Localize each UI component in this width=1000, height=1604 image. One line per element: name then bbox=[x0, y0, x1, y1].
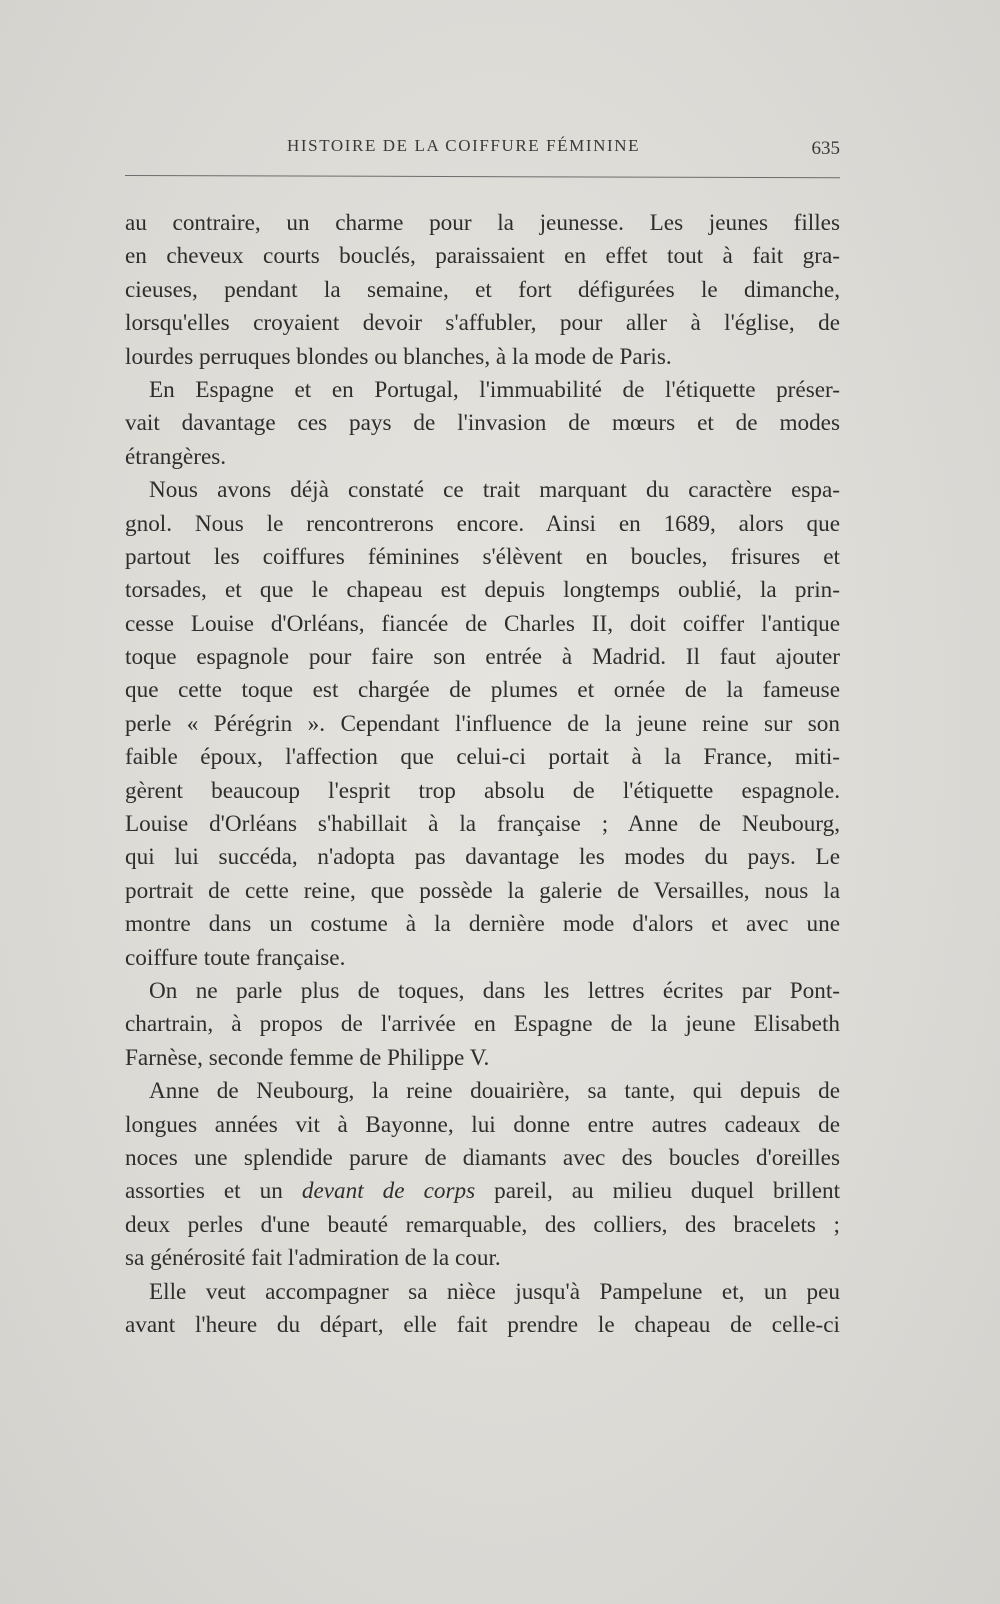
text-line: torsades, et que le chapeau est depuis longtemps oublié, la prin- bbox=[125, 577, 840, 604]
text-fragment: assorties et un bbox=[125, 1178, 283, 1205]
running-head bbox=[125, 130, 840, 160]
text-line: partout les coiffures féminines s'élèvent en boucles, frisures et bbox=[125, 543, 840, 570]
running-title: HISTOIRE DE LA COIFFURE FÉMININE bbox=[287, 136, 641, 155]
text-line: coiffure toute française. bbox=[125, 944, 346, 971]
text-line: Louise d'Orléans s'habillait à la française ; Anne de Neubourg, bbox=[125, 811, 840, 838]
text-line-with-italic bbox=[125, 1175, 840, 1208]
text-line: lorsqu'elles croyaient devoir s'affubler, pour aller à l'église, de bbox=[125, 310, 840, 337]
text-line: au contraire, un charme pour la jeunesse. Les jeunes filles bbox=[125, 210, 840, 236]
text-line: gnol. Nous le rencontrerons encore. Ainsi en 1689, alors que bbox=[125, 510, 840, 537]
text-line: étrangères. bbox=[125, 443, 227, 470]
text-line: faible époux, l'affection que celui-ci portait à la France, miti- bbox=[125, 744, 840, 771]
text-line: Elle veut accompagner sa nièce jusqu'à Pampelune et, un peu bbox=[149, 1278, 840, 1305]
text-line: montre dans un costume à la dernière mode d'alors et avec une bbox=[125, 911, 840, 938]
text-line: deux perles d'une beauté remarquable, des colliers, des bracelets ; bbox=[125, 1211, 840, 1238]
text-line: perle « Pérégrin ». Cependant l'influence de la jeune reine sur son bbox=[125, 710, 840, 737]
text-line: vait davantage ces pays de l'invasion de mœurs et de modes bbox=[125, 410, 840, 437]
text-line: sa générosité fait l'admiration de la cour. bbox=[125, 1245, 501, 1272]
text-line: que cette toque est chargée de plumes et ornée de la fameuse bbox=[125, 677, 840, 704]
text-line: en cheveux courts bouclés, paraissaient en effet tout à fait gra- bbox=[125, 243, 840, 270]
text-fragment: pareil, au milieu duquel brillent bbox=[494, 1178, 841, 1205]
header-rule bbox=[125, 175, 840, 178]
text-line: noces une splendide parure de diamants avec des boucles d'oreilles bbox=[125, 1144, 840, 1171]
text-line: toque espagnole pour faire son entrée à Madrid. Il faut ajouter bbox=[125, 644, 840, 671]
text-line: lourdes perruques blondes ou blanches, à la mode de Paris. bbox=[125, 343, 672, 370]
text-line: portrait de cette reine, que possède la galerie de Versailles, nous la bbox=[125, 877, 840, 904]
italic-term: devant de corps bbox=[301, 1178, 476, 1205]
body-text bbox=[125, 207, 840, 1342]
text-line: gèrent beaucoup l'esprit trop absolu de l'étiquette espagnole. bbox=[125, 777, 840, 804]
text-line: avant l'heure du départ, elle fait prendre le chapeau de celle-ci bbox=[125, 1311, 840, 1338]
text-line: En Espagne et en Portugal, l'immuabilité de l'étiquette préser- bbox=[149, 376, 840, 403]
text-line: On ne parle plus de toques, dans les lettres écrites par Pont- bbox=[149, 977, 840, 1004]
text-line: Anne de Neubourg, la reine douairière, sa tante, qui depuis de bbox=[149, 1078, 840, 1105]
page-number: 635 bbox=[811, 138, 840, 159]
text-line: qui lui succéda, n'adopta pas davantage les modes du pays. Le bbox=[125, 844, 840, 871]
text-line: cieuses, pendant la semaine, et fort défigurées le dimanche, bbox=[125, 276, 840, 303]
text-line: cesse Louise d'Orléans, fiancée de Charles II, doit coiffer l'antique bbox=[125, 610, 840, 637]
text-line: Farnèse, seconde femme de Philippe V. bbox=[125, 1044, 490, 1071]
text-line: chartrain, à propos de l'arrivée en Espagne de la jeune Elisabeth bbox=[125, 1011, 840, 1038]
text-line: Nous avons déjà constaté ce trait marquant du caractère espa- bbox=[149, 477, 840, 504]
text-line: longues années vit à Bayonne, lui donne entre autres cadeaux de bbox=[125, 1111, 840, 1138]
